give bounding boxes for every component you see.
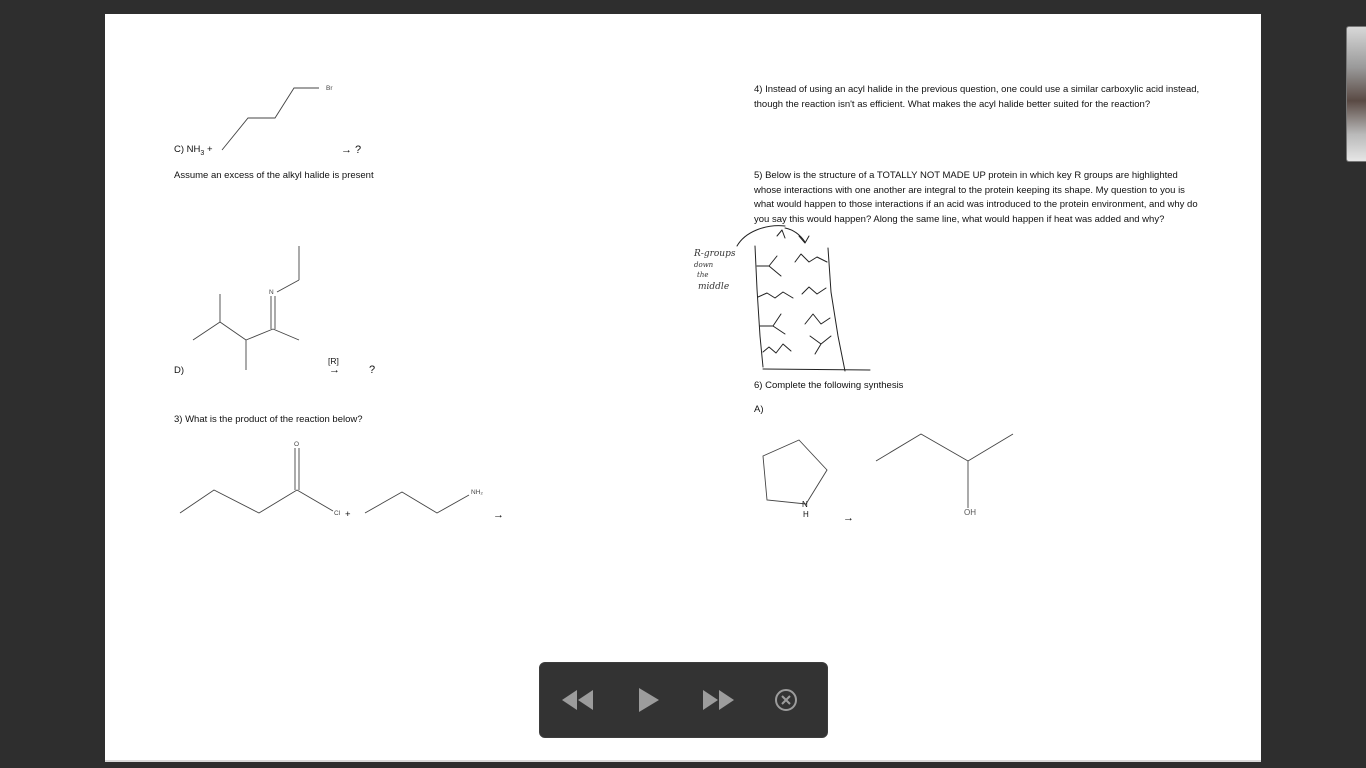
hand-note-line: the — [697, 271, 709, 279]
pyrrolidine-structure — [763, 440, 827, 504]
chlorine-label: Cl — [334, 510, 341, 517]
propylamine-structure — [365, 492, 469, 513]
question-c-label: C) $NH_3$ + — [174, 144, 213, 157]
amine-nh2-label: NH₂ — [471, 489, 483, 496]
fast-forward-button[interactable] — [698, 682, 738, 718]
question-6-part-a: A) — [754, 404, 764, 415]
question-c-arrow: → ? — [341, 144, 362, 156]
carbonyl-oxygen-label: O — [294, 441, 300, 448]
question-4-text: 4) Instead of using an acyl halide in the previous question, one could use a similar carboxylic acid instead, though the reaction isn't as efficient. What makes the acyl halide better suited for the reaction? — [754, 84, 1200, 110]
imine-structure — [193, 246, 299, 370]
play-button[interactable] — [629, 682, 669, 718]
acyl-chloride-structure — [180, 448, 333, 513]
protein-sketch — [737, 226, 870, 371]
video-thumbnail[interactable] — [1346, 26, 1366, 162]
rewind-icon — [561, 689, 595, 711]
document-page — [105, 14, 1261, 762]
question-d-unknown: ? — [369, 364, 376, 376]
question-d-label: D) — [174, 365, 185, 376]
hydroxyl-label: OH — [964, 508, 976, 517]
pyrrolidine-nitrogen-label: N — [802, 500, 808, 509]
question-6-text: 6) Complete the following synthesis — [754, 380, 904, 391]
imine-nitrogen-label: N — [269, 289, 274, 296]
playback-controls — [539, 662, 828, 738]
question-6-arrow: → — [843, 512, 854, 524]
pyrrolidine-hydrogen-label: H — [803, 510, 809, 519]
play-icon — [638, 687, 660, 713]
question-3-arrow: → — [493, 509, 504, 521]
hand-note-line: middle — [698, 282, 730, 292]
hand-note-line: down — [694, 261, 714, 269]
question-d-arrow: → — [329, 364, 340, 376]
rewind-button[interactable] — [558, 682, 598, 718]
page-bottom-edge — [105, 760, 1261, 762]
handwritten-note — [694, 248, 735, 293]
chemical-structures — [105, 14, 1261, 762]
close-button[interactable] — [766, 682, 806, 718]
hand-note-line: R-groups — [694, 249, 736, 259]
question-5-text: 5) Below is the structure of a TOTALLY NOT MADE UP protein in which key R groups are highlighted whose interactions with one another are integral to the protein keeping its shape. My question to you is what would happen to those interactions if an acid was introduced to the protein environment, and why do you say this would happen? Along the same line, what would happen if heat was added and why? — [754, 170, 1198, 225]
bromobutane-structure — [222, 88, 319, 150]
close-circle-icon — [774, 688, 798, 712]
question-3-text: 3) What is the product of the reaction below? — [174, 414, 363, 425]
reaction-plus-sign: + — [345, 509, 351, 520]
fast-forward-icon — [701, 689, 735, 711]
question-c-note: Assume an excess of the alkyl halide is present — [174, 170, 374, 181]
bromine-label: Br — [326, 85, 333, 92]
question-d-reagent: [R] — [328, 356, 339, 366]
butanol-structure — [876, 434, 1013, 508]
